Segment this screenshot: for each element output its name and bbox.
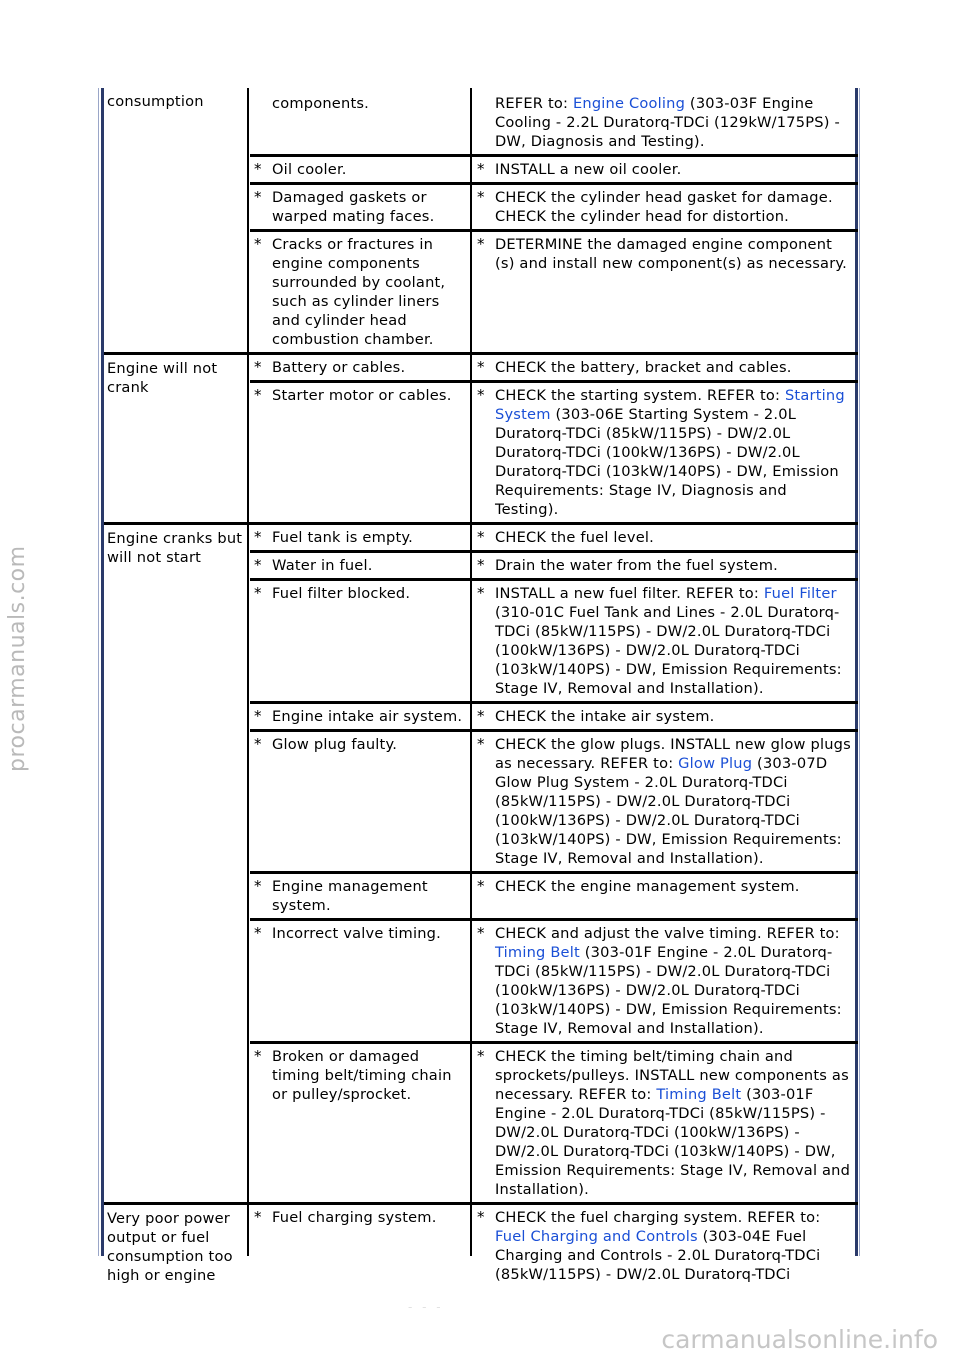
symptom-content: [250, 383, 473, 408]
action-text: INSTALL a new fuel filter. REFER to:: [495, 585, 764, 602]
bullet-star: *: [254, 358, 262, 376]
action-body: [495, 358, 854, 377]
table-row: [104, 354, 858, 382]
symptom-content: [250, 921, 473, 946]
action-text: CHECK the glow plugs. INSTALL new glow plugs as necessary. REFER to:: [495, 736, 851, 772]
reference-link[interactable]: Fuel Charging and Controls: [495, 1228, 698, 1245]
action-text: REFER to:: [495, 95, 573, 112]
bullet-star: *: [254, 160, 262, 178]
action-text: CHECK the battery, bracket and cables.: [495, 359, 792, 376]
action-cell: [473, 1204, 858, 1288]
action-body: [495, 386, 854, 519]
diagnosis-table: [104, 88, 858, 1287]
reference-link[interactable]: Glow Plug: [678, 755, 753, 772]
symptom-cell: [250, 1204, 473, 1288]
reference-link[interactable]: Starting System: [495, 387, 845, 423]
bullet-star: *: [477, 235, 485, 253]
symptom-content: [250, 185, 473, 229]
symptom-cell: [250, 703, 473, 731]
action-content: [473, 232, 858, 276]
symptom-text: Cracks or fractures in engine components surrounded by coolant, such as cylinder liners and cylinder head combustion chamber.: [272, 236, 446, 348]
reference-link[interactable]: Fuel Filter: [763, 585, 837, 602]
action-cell: [473, 703, 858, 731]
symptom-text: Water in fuel.: [272, 557, 373, 574]
action-content: [473, 874, 858, 899]
symptom-text: Broken or damaged timing belt/timing chain or pulley/sprocket.: [272, 1048, 452, 1103]
condition-cell: Engine will not crank: [104, 354, 250, 524]
symptom-text: Oil cooler.: [272, 161, 347, 178]
action-text: (303-03F Engine Cooling - 2.2L Duratorq-TDCi (129kW/175PS) - DW, Diagnosis and Testing).: [495, 95, 840, 150]
action-text: DETERMINE the damaged engine component (s) and install new component(s) as necessary.: [495, 236, 847, 272]
action-text: Drain the water from the fuel system.: [495, 557, 778, 574]
condition-cell: Engine cranks but will not start: [104, 524, 250, 1204]
symptom-content: [250, 732, 473, 757]
action-cell: [473, 731, 858, 873]
reference-link[interactable]: Engine Cooling: [572, 95, 686, 112]
action-content: [473, 1044, 858, 1202]
action-text: (303-07D Glow Plug System - 2.0L Duratorq-TDCi (85kW/115PS) - DW/2.0L Duratorq-TDCi (100kW/136PS) - DW/2.0L Duratorq-TDCi (103kW/140PS) - DW, Emission Requirements: Stage IV, Removal and Installation).: [495, 755, 842, 867]
action-cell: [473, 524, 858, 552]
side-watermark: procarmanuals.com: [5, 545, 30, 772]
action-text: CHECK the engine management system.: [495, 878, 800, 895]
action-text: CHECK the fuel charging system. REFER to:: [495, 1209, 821, 1226]
action-cell: [473, 184, 858, 231]
symptom-content: [250, 1044, 473, 1107]
bullet-star: *: [477, 358, 485, 376]
symptom-content: [250, 874, 473, 918]
bullet-star: *: [477, 735, 485, 753]
symptom-text: components.: [272, 95, 370, 112]
action-text: (303-01F Engine - 2.0L Duratorq-TDCi (85kW/115PS) - DW/2.0L Duratorq-TDCi (100kW/136PS) - DW/2.0L Duratorq-TDCi (103kW/140PS) - DW, Emission Requirements: Stage IV, Removal and Installation).: [495, 1086, 851, 1198]
action-body: [495, 707, 854, 726]
action-body: [495, 235, 854, 273]
table-outer-edge-left: [98, 88, 99, 1256]
table-row: [104, 1204, 858, 1288]
symptom-cell: [250, 580, 473, 703]
action-cell: [473, 354, 858, 382]
symptom-cell: [250, 354, 473, 382]
reference-link[interactable]: Timing Belt: [495, 944, 580, 961]
action-body: [495, 528, 854, 547]
bullet-star: *: [477, 528, 485, 546]
action-content: [473, 185, 858, 229]
action-content: [473, 704, 858, 729]
symptom-cell: [250, 552, 473, 580]
symptom-text: Starter motor or cables.: [272, 387, 452, 404]
symptom-content: [250, 232, 473, 352]
bullet-star: *: [254, 1047, 262, 1065]
action-content: [473, 383, 858, 522]
action-text: CHECK and adjust the valve timing. REFER to:: [495, 925, 840, 942]
action-cell: [473, 231, 858, 354]
bullet-star: *: [254, 235, 262, 253]
action-body: [495, 188, 854, 226]
action-cell: [473, 1043, 858, 1204]
symptom-text: Engine management system.: [272, 878, 428, 914]
action-cell: [473, 580, 858, 703]
symptom-content: [250, 1205, 473, 1230]
symptom-cell: [250, 1043, 473, 1204]
bullet-star: *: [477, 386, 485, 404]
action-text: (303-01F Engine - 2.0L Duratorq-TDCi (85kW/115PS) - DW/2.0L Duratorq-TDCi (100kW/136PS) - DW/2.0L Duratorq-TDCi (103kW/140PS) - DW, Emission Requirements: Stage IV, Removal and Installation).: [495, 944, 842, 1037]
table-row: [104, 524, 858, 552]
symptom-text: Battery or cables.: [272, 359, 406, 376]
symptom-text: Fuel charging system.: [272, 1209, 437, 1226]
bullet-star: *: [477, 707, 485, 725]
action-body: [495, 1047, 854, 1199]
action-content: [473, 921, 858, 1041]
symptom-text: Glow plug faulty.: [272, 736, 398, 753]
symptom-text: Engine intake air system.: [272, 708, 463, 725]
table-row: [104, 88, 858, 156]
bullet-star: *: [477, 188, 485, 206]
action-text: (303-04E Fuel Charging and Controls - 2.0L Duratorq-TDCi (85kW/115PS) - DW/2.0L Duratorq-TDCi: [495, 1228, 821, 1283]
action-content: [473, 553, 858, 578]
action-text: CHECK the cylinder head gasket for damage. CHECK the cylinder head for distortion.: [495, 189, 833, 225]
action-text: CHECK the timing belt/timing chain and sprockets/pulleys. INSTALL new components as necessary. REFER to:: [495, 1048, 849, 1103]
action-text: INSTALL a new oil cooler.: [495, 161, 682, 178]
page-number: - - -: [408, 1300, 444, 1314]
bullet-star: *: [254, 707, 262, 725]
action-body: [495, 1208, 854, 1284]
symptom-cell: [250, 873, 473, 920]
action-cell: [473, 156, 858, 184]
condition-cell: Very poor power output or fuel consumption too high or engine: [107, 1210, 233, 1284]
symptom-content: [250, 581, 473, 606]
action-content: [473, 157, 858, 182]
action-content: [473, 732, 858, 871]
bottom-watermark: carmanualsonline.info: [661, 1325, 938, 1354]
action-cell: [473, 920, 858, 1043]
bullet-star: *: [477, 556, 485, 574]
table-outer-edge-right: [859, 88, 860, 1256]
bullet-star: *: [254, 735, 262, 753]
action-body: [495, 877, 854, 896]
bullet-star: *: [254, 924, 262, 942]
action-content: [473, 1205, 858, 1287]
symptom-text: Fuel tank is empty.: [272, 529, 413, 546]
symptom-text: Fuel filter blocked.: [272, 585, 411, 602]
symptom-cell: [250, 731, 473, 873]
action-cell: [473, 382, 858, 524]
action-text: CHECK the starting system. REFER to:: [495, 387, 785, 404]
action-content: [473, 355, 858, 380]
action-content: [473, 581, 858, 701]
symptom-text: Incorrect valve timing.: [272, 925, 441, 942]
bullet-star: *: [254, 556, 262, 574]
action-body: [495, 924, 854, 1038]
action-text: CHECK the fuel level.: [495, 529, 654, 546]
symptom-cell: [250, 156, 473, 184]
action-text: (310-01C Fuel Tank and Lines - 2.0L Duratorq-TDCi (85kW/115PS) - DW/2.0L Duratorq-TDCi (100kW/136PS) - DW/2.0L Duratorq-TDCi (103kW/140PS) - DW, Emission Requirements: Stage IV, Removal and Installation).: [495, 604, 842, 697]
bullet-star: *: [477, 160, 485, 178]
action-cell: [473, 873, 858, 920]
bullet-star: *: [254, 528, 262, 546]
symptom-cell: [250, 382, 473, 524]
symptom-cell: [250, 88, 473, 156]
action-text: CHECK the intake air system.: [495, 708, 715, 725]
bullet-star: *: [477, 584, 485, 602]
symptom-content: [250, 704, 473, 729]
bullet-star: *: [254, 386, 262, 404]
reference-link[interactable]: Timing Belt: [656, 1086, 742, 1103]
symptom-text: Damaged gaskets or warped mating faces.: [272, 189, 435, 225]
bullet-star: *: [477, 1208, 485, 1226]
action-cell: [473, 552, 858, 580]
bullet-star: *: [254, 877, 262, 895]
symptom-content: [250, 355, 473, 380]
symptom-content: [250, 525, 473, 550]
symptom-cell: [250, 920, 473, 1043]
condition-cell: consumption: [104, 88, 250, 354]
bullet-star: *: [254, 1208, 262, 1226]
action-body: [495, 556, 854, 575]
action-body: [473, 88, 858, 154]
symptom-cell: [250, 231, 473, 354]
action-text: (303-06E Starting System - 2.0L Duratorq-TDCi (85kW/115PS) - DW/2.0L Duratorq-TDCi (100kW/136PS) - DW/2.0L Duratorq-TDCi (103kW/140PS) - DW, Emission Requirements: Stage IV, Diagnosis and Testing).: [495, 406, 839, 518]
symptom-content: [250, 157, 473, 182]
symptom-cell: [250, 524, 473, 552]
symptom-cell: [250, 184, 473, 231]
bullet-star: *: [477, 924, 485, 942]
bullet-star: *: [254, 584, 262, 602]
action-body: [495, 584, 854, 698]
bullet-star: *: [477, 1047, 485, 1065]
bullet-star: *: [477, 877, 485, 895]
action-cell: [473, 88, 858, 156]
action-body: [495, 735, 854, 868]
bullet-star: *: [254, 188, 262, 206]
symptom-content: [250, 553, 473, 578]
action-body: [495, 160, 854, 179]
action-content: [473, 525, 858, 550]
